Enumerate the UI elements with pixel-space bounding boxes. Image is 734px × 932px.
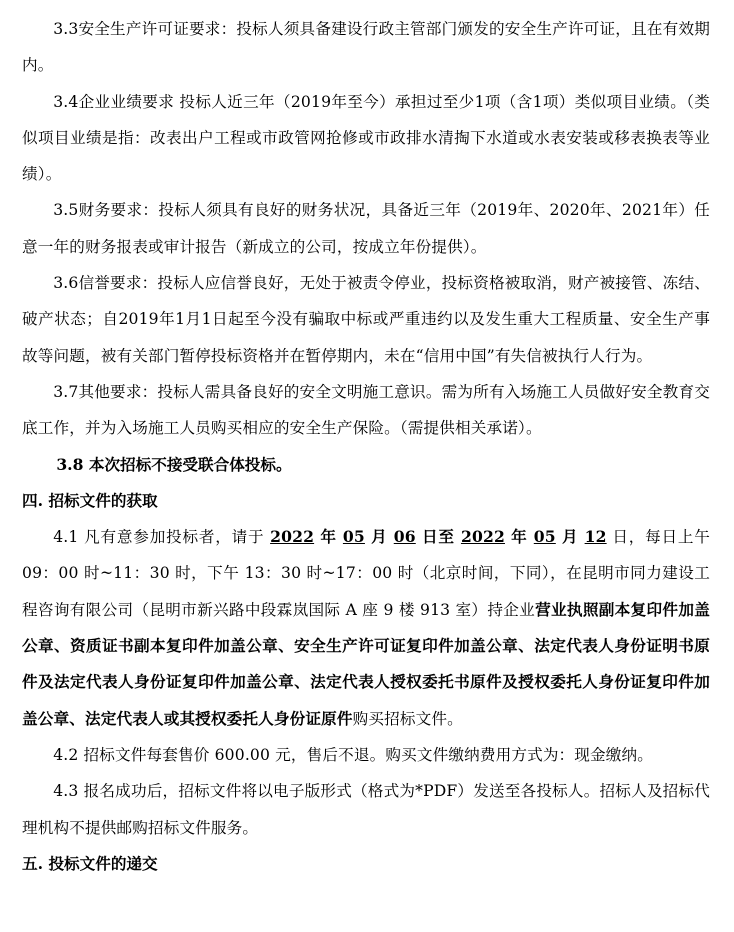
- s41-suffix: 购买招标文件。: [352, 709, 463, 728]
- s41-text-3: 日至: [415, 527, 461, 547]
- section-3-6-reputation: 3.6信誉要求：投标人应信誉良好，无处于被责令停业，投标资格被取消，财产被接管、冻结、破产状态；自2019年1月1日起至今没有骗取中标或严重违约以及发生重大工程质量、安全生产事故等问题，被有关部门暂停投标资格并在暂停期内，未在“信用中国”有失信被执行人行为。: [22, 274, 710, 365]
- start-month: 05: [342, 527, 365, 547]
- s41-text-5: 月: [555, 527, 585, 547]
- s41-text-2: 月: [364, 527, 394, 547]
- s41-text-1: 年: [314, 527, 343, 547]
- section-3-8-no-consortium: 3.8 本次招标不接受联合体投标。: [56, 454, 292, 474]
- s41-text-4: 年: [504, 527, 534, 547]
- required-documents: 营业执照副本复印件加盖公章、资质证书副本复印件加盖公章、安全生产许可证复印件加盖公章、法定代表人身份证明书原件及法定代表人身份证复印件加盖公章、法定代表人授权委托书原件及授权委托人身份证复印件加盖公章、法定代表人或其授权委托人身份证原件: [22, 599, 710, 728]
- section-3-5-financial: 3.5财务要求：投标人须具有良好的财务状况，具备近三年（2019年、2020年、2021年）任意一年的财务报表或审计报告（新成立的公司，按成立年份提供）。: [22, 201, 710, 256]
- section-4-1-acquisition: [22, 519, 710, 737]
- end-month: 05: [533, 527, 556, 547]
- heading-section-4: 四. 招标文件的获取: [22, 490, 158, 510]
- section-3-7-other: 3.7其他要求：投标人需具备良好的安全文明施工意识。需为所有入场施工人员做好安全教育交底工作，并为入场施工人员购买相应的安全生产保险。（需提供相关承诺）。: [22, 382, 710, 438]
- start-year: 2022: [270, 527, 315, 547]
- start-day: 06: [393, 527, 416, 547]
- section-3-4-performance: 3.4企业业绩要求 投标人近三年（2019年至今）承担过至少1项（含1项）类似项目业绩。（类似项目业绩是指：改表出户工程或市政管网抢修或市政排水清掏下水道或水表安装或移表换表等业绩）。: [22, 92, 710, 184]
- section-3-3-safety-license: 3.3安全生产许可证要求：投标人须具备建设行政主管部门颁发的安全生产许可证，且在有效期内。: [22, 20, 710, 75]
- s41-prefix: 4.1 凡有意参加投标者，请于: [53, 528, 271, 547]
- heading-section-5: 五. 投标文件的递交: [22, 853, 158, 873]
- section-4-3-delivery: 4.3 报名成功后，招标文件将以电子版形式（格式为*PDF）发送至各投标人。招标人及招标代理机构不提供邮购招标文件服务。: [22, 782, 710, 837]
- end-year: 2022: [460, 527, 505, 547]
- end-day: 12: [584, 527, 607, 547]
- s41-text-6: 日，每日上午 09：00 时~11：30 时，下午 13：30 时~17：00 时（北京时间，下同），在昆明市同力建设工程咨询有限公司（昆明市新兴路中段霖岚国际 A 座 9 楼 913 室）持企业: [22, 528, 711, 619]
- section-4-2-price: 4.2 招标文件每套售价 600.00 元，售后不退。购买文件缴纳费用方式为：现金缴纳。: [53, 745, 654, 764]
